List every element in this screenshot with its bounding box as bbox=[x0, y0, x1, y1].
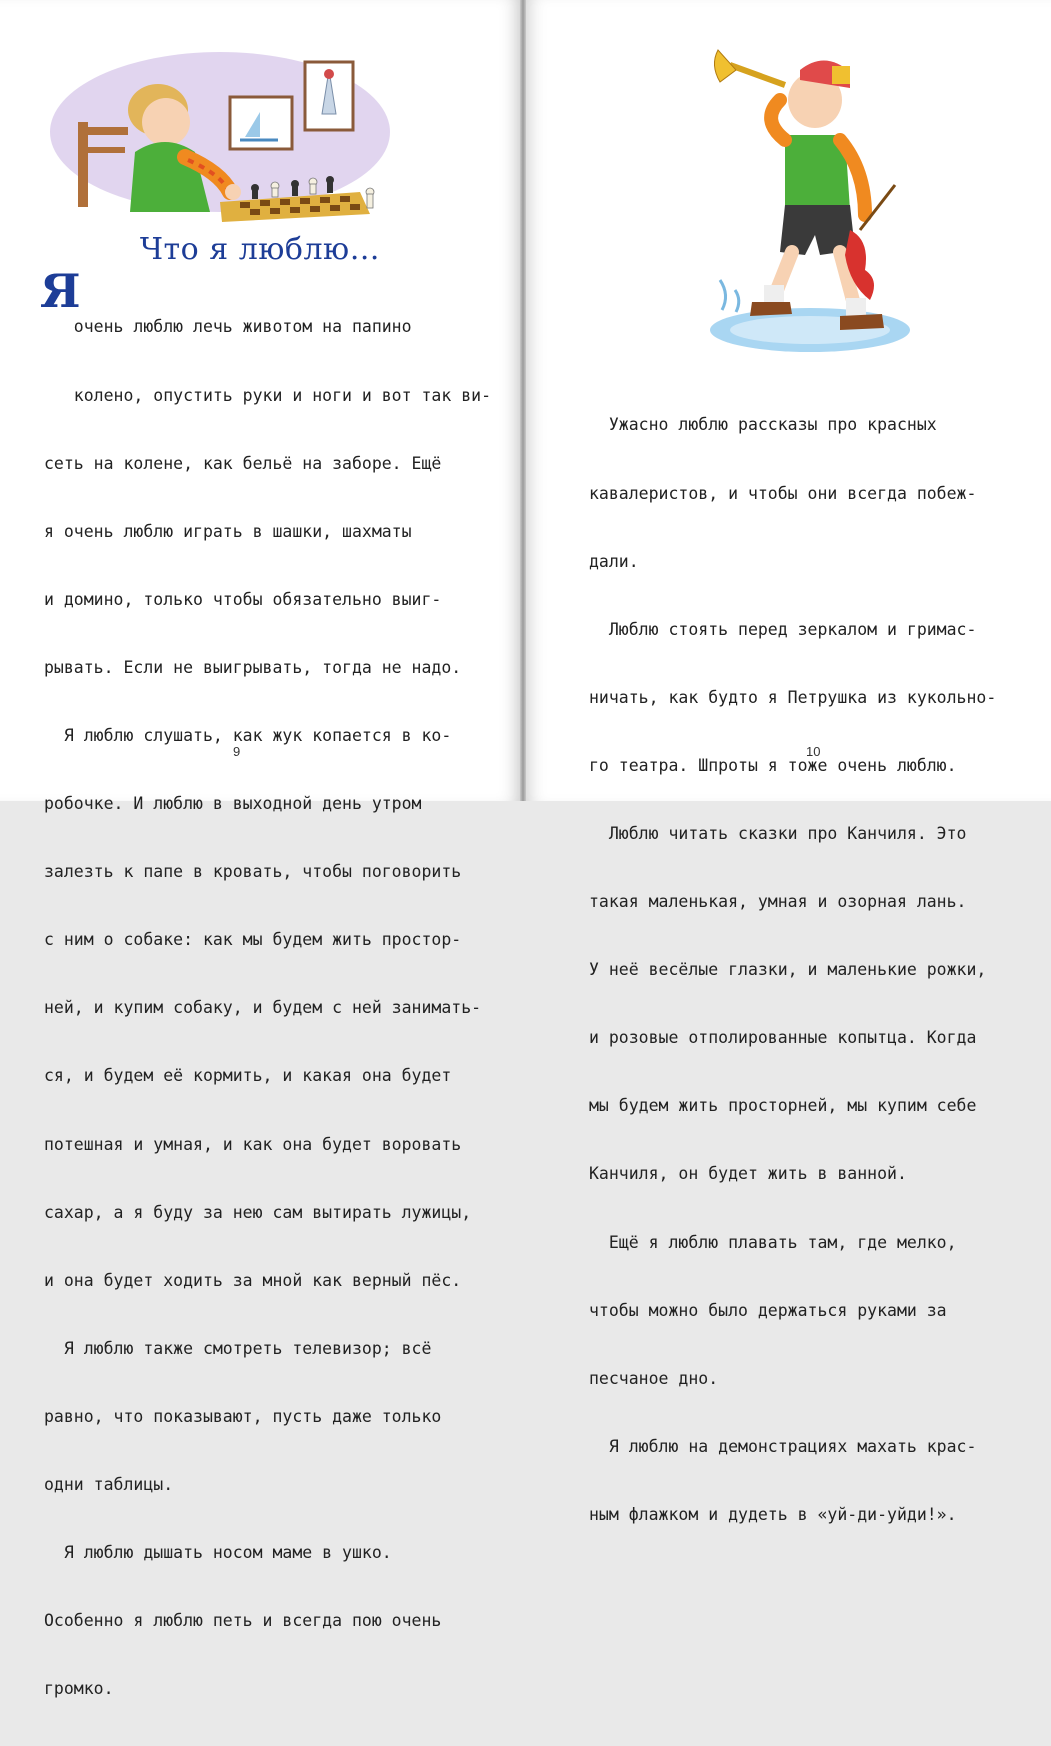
text-line: кавалеристов, и чтобы они всегда побеж- bbox=[589, 483, 977, 503]
text-line: ней, и купим собаку, и будем с ней занимать- bbox=[44, 998, 482, 1018]
text-line: Я люблю на демонстрациях махать крас- bbox=[589, 1436, 977, 1456]
text-line: я очень люблю играть в шашки, шахматы bbox=[44, 521, 412, 541]
text-line: Я люблю слушать, как жук копается в ко- bbox=[44, 725, 452, 745]
text-line: залезть к папе в кровать, чтобы поговорить bbox=[44, 862, 462, 882]
text-line: Люблю стоять перед зеркалом и гримас- bbox=[589, 619, 977, 639]
boy-with-trumpet-and-flag-illustration bbox=[700, 40, 910, 355]
right-page-text bbox=[589, 369, 1019, 1572]
text-line: чтобы можно было держаться руками за bbox=[589, 1300, 947, 1320]
page-number-right: 10 bbox=[806, 744, 821, 759]
text-line: и розовые отполированные копытца. Когда bbox=[589, 1028, 977, 1048]
text-line: Я люблю также смотреть телевизор; всё bbox=[44, 1338, 432, 1358]
text-line: сахар, а я буду за нею сам вытирать лужицы, bbox=[44, 1202, 472, 1222]
text-line: Люблю читать сказки про Канчиля. Это bbox=[589, 823, 967, 843]
boy-playing-chess-illustration bbox=[70, 52, 390, 222]
text-line: громко. bbox=[44, 1679, 114, 1699]
text-line: песчаное дно. bbox=[589, 1368, 719, 1388]
text-line: сеть на колене, как бельё на заборе. Ещё bbox=[44, 453, 442, 473]
text-line: потешная и умная, и как она будет воровать bbox=[44, 1134, 462, 1154]
text-line: колено, опустить руки и ноги и вот так ви- bbox=[44, 385, 492, 405]
text-line: ся, и будем её кормить, и какая она будет bbox=[44, 1066, 452, 1086]
text-line: ным флажком и дудеть в «уй-ди-уйди!». bbox=[589, 1504, 957, 1524]
text-line: очень люблю лечь животом на папино bbox=[44, 317, 412, 337]
text-line: одни таблицы. bbox=[44, 1475, 174, 1494]
text-line: Канчиля, он будет жить в ванной. bbox=[589, 1164, 907, 1184]
left-page bbox=[0, 0, 520, 1699]
text-line: ничать, как будто я Петрушка из кукольно- bbox=[589, 687, 997, 707]
text-line: Я люблю дышать носом маме в ушко. bbox=[44, 1543, 392, 1563]
story-title: Что я люблю… bbox=[139, 232, 381, 267]
drop-cap: Я bbox=[40, 264, 81, 318]
text-line: и домино, только чтобы обязательно выиг- bbox=[44, 589, 442, 609]
text-line: Ещё я люблю плавать там, где мелко, bbox=[589, 1232, 957, 1252]
text-line: равно, что показывают, пусть даже только bbox=[44, 1406, 442, 1426]
text-line: дали. bbox=[589, 551, 639, 571]
page-number-left: 9 bbox=[233, 744, 241, 759]
text-line: такая маленькая, умная и озорная лань. bbox=[589, 892, 967, 912]
text-line: У неё весёлые глазки, и маленькие рожки, bbox=[589, 960, 987, 980]
text-line: рывать. Если не выигрывать, тогда не надо. bbox=[44, 657, 462, 677]
text-line: Ужасно люблю рассказы про красных bbox=[589, 415, 937, 435]
text-line: мы будем жить просторней, мы купим себе bbox=[589, 1096, 977, 1116]
left-page-text bbox=[44, 271, 492, 1746]
text-line: го театра. Шпроты я тоже очень люблю. bbox=[589, 755, 957, 775]
text-line: и она будет ходить за мной как верный пёс. bbox=[44, 1270, 462, 1290]
text-line: робочке. И люблю в выходной день утром bbox=[44, 794, 422, 814]
text-line: с ним о собаке: как мы будем жить простор- bbox=[44, 930, 462, 950]
text-line: Особенно я люблю петь и всегда пою очень bbox=[44, 1611, 442, 1631]
